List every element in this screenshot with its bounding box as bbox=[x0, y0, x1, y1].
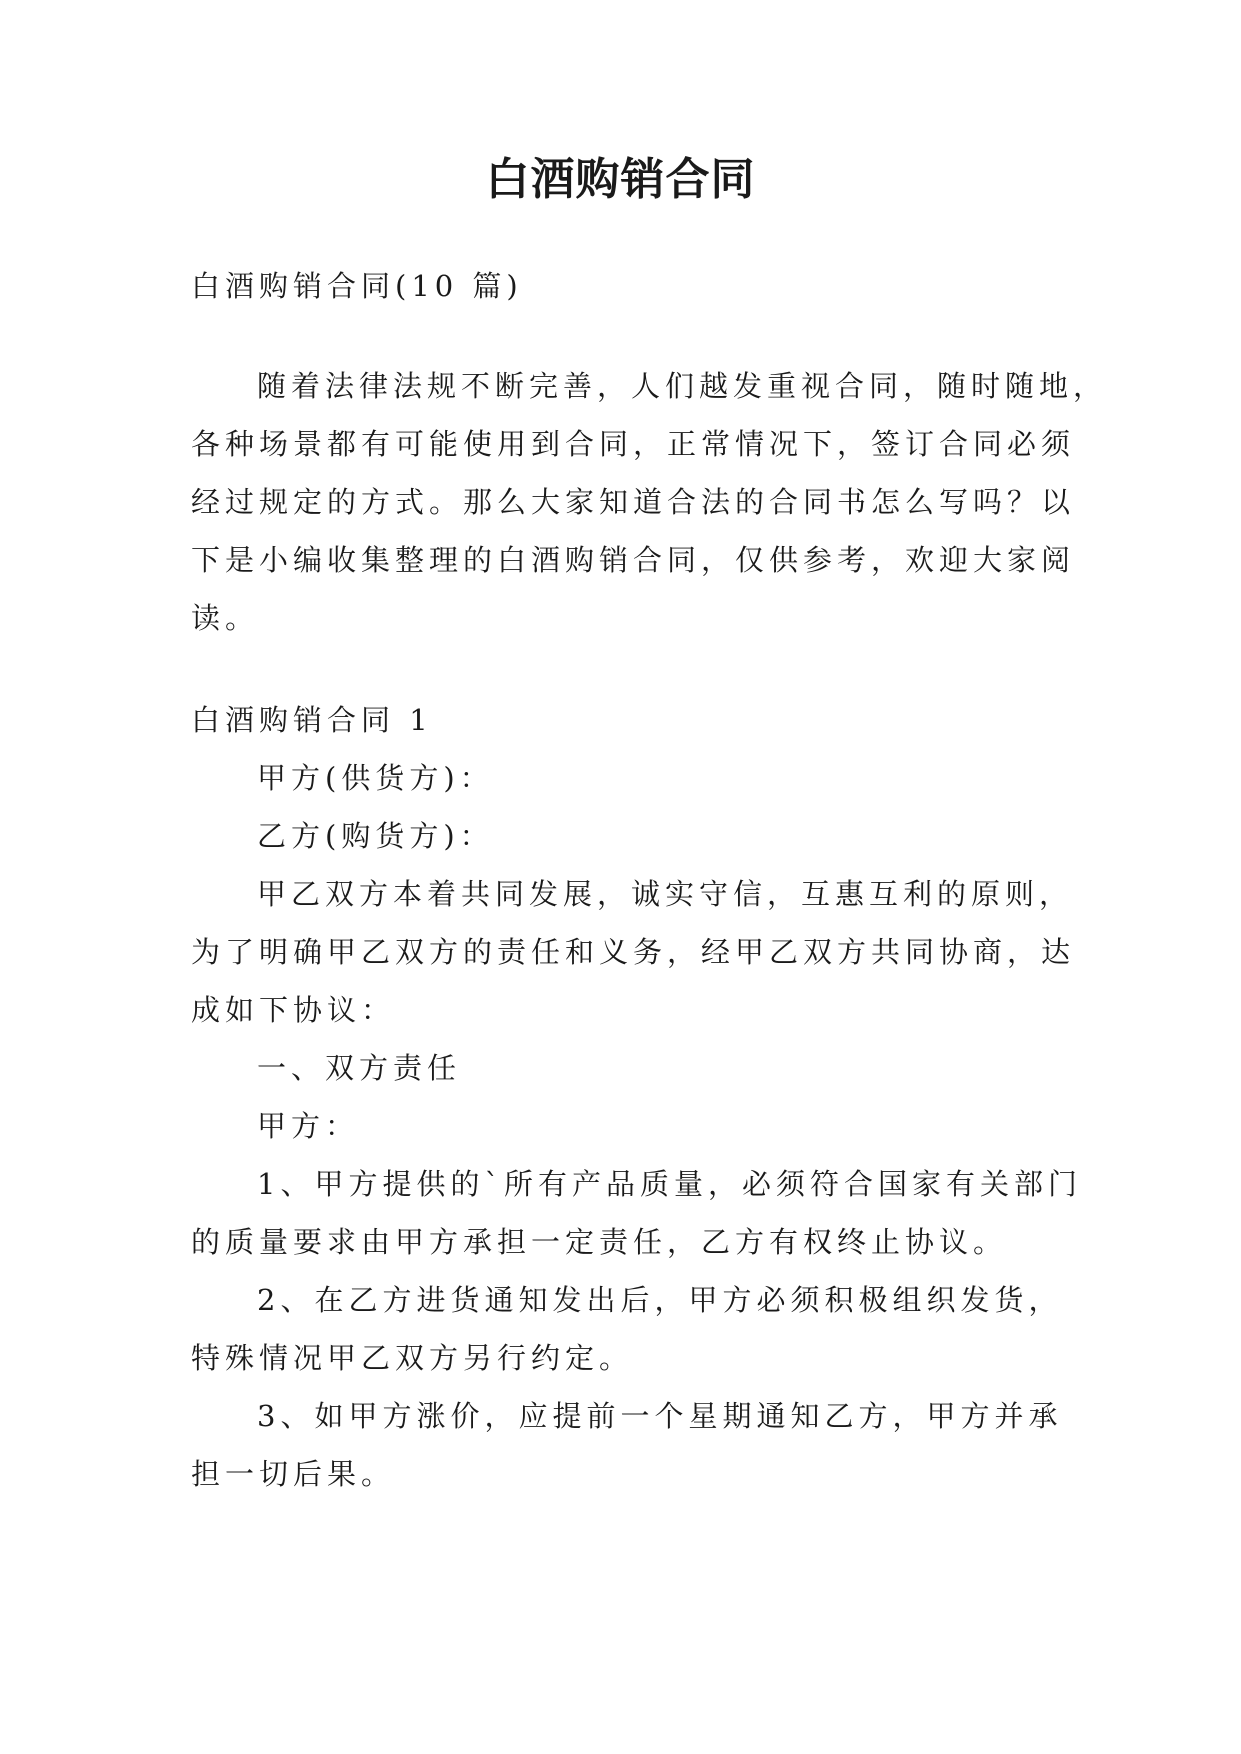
party-a-line: 甲方(供货方)： bbox=[257, 761, 494, 795]
intro-line: 读。 bbox=[191, 601, 260, 635]
clause-heading: 一、双方责任 bbox=[257, 1051, 462, 1085]
intro-line: 经过规定的方式。那么大家知道合法的合同书怎么写吗？以 bbox=[191, 485, 1076, 519]
clause-line: 特殊情况甲乙双方另行约定。 bbox=[191, 1341, 634, 1375]
clause-line: 2、在乙方进货通知发出后，甲方必须积极组织发货， bbox=[257, 1283, 1063, 1317]
section-heading: 白酒购销合同 1 bbox=[191, 703, 433, 737]
intro-line: 各种场景都有可能使用到合同，正常情况下，签订合同必须 bbox=[191, 427, 1076, 461]
clause-line: 担一切后果。 bbox=[191, 1457, 396, 1491]
intro-line: 下是小编收集整理的白酒购销合同，仅供参考，欢迎大家阅 bbox=[191, 543, 1076, 577]
clause-line: 的质量要求由甲方承担一定责任，乙方有权终止协议。 bbox=[191, 1225, 1008, 1259]
agreement-line: 甲乙双方本着共同发展，诚实守信，互惠互利的原则， bbox=[257, 877, 1074, 911]
agreement-line: 为了明确甲乙双方的责任和义务，经甲乙双方共同协商，达 bbox=[191, 935, 1076, 969]
party-b-line: 乙方(购货方)： bbox=[257, 819, 494, 853]
party-a-label: 甲方： bbox=[257, 1109, 360, 1143]
clause-line: 3、如甲方涨价，应提前一个星期通知乙方，甲方并承 bbox=[257, 1399, 1063, 1433]
document-title: 白酒购销合同 bbox=[485, 154, 756, 205]
intro-line: 随着法律法规不断完善，人们越发重视合同，随时随地， bbox=[257, 369, 1108, 403]
document-subtitle: 白酒购销合同(10 篇) bbox=[191, 269, 523, 303]
clause-line: 1、甲方提供的`所有产品质量，必须符合国家有关部门 bbox=[257, 1167, 1082, 1201]
agreement-line: 成如下协议： bbox=[191, 993, 396, 1027]
